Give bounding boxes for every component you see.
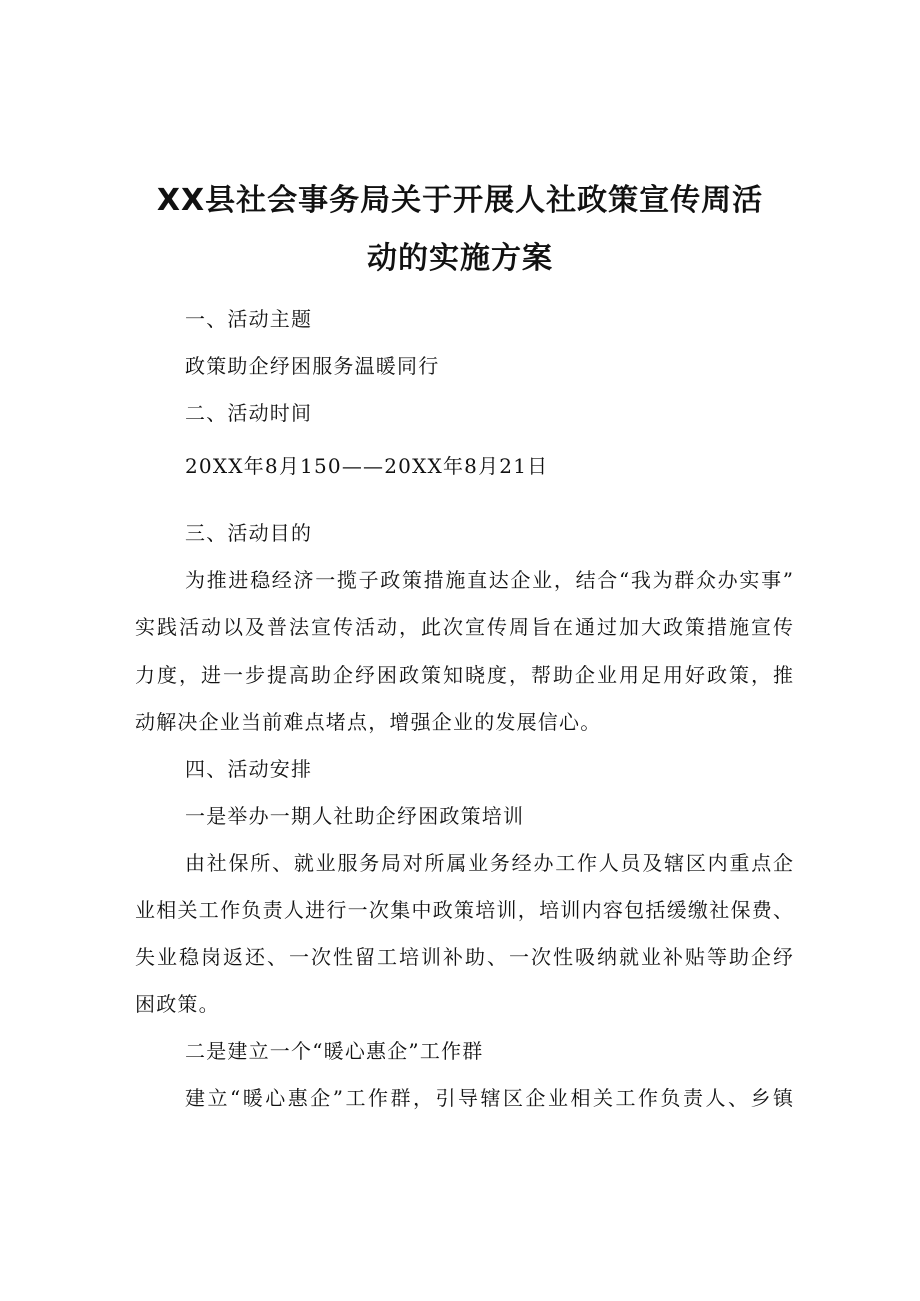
section-4-item-1-heading: 一是举办一期人社助企纾困政策培训 — [185, 804, 525, 828]
section-4-item-2-heading: 二是建立一个“暖心惠企”工作群 — [185, 1039, 484, 1063]
section-3-paragraph-line: 实践活动以及普法宣传活动，此次宣传周旨在通过加大政策措施宣传 — [135, 615, 793, 639]
section-3-heading: 三、活动目的 — [185, 521, 313, 545]
document-title-line-1: XX县社会事务局关于开展人社政策宣传周活 — [156, 183, 764, 218]
section-3-paragraph-line: 动解决企业当前难点堵点，增强企业的发展信心。 — [135, 710, 602, 734]
section-4-item-1-paragraph-line: 业相关工作负责人进行一次集中政策培训，培训内容包括缓缴社保费、 — [135, 898, 793, 922]
section-4-item-1-paragraph-line: 失业稳岗返还、一次性留工培训补助、一次性吸纳就业补贴等助企纾 — [135, 945, 793, 969]
section-1-text: 政策助企纾困服务温暖同行 — [185, 354, 440, 378]
section-3-paragraph-line: 力度，进一步提高助企纾困政策知晓度，帮助企业用足用好政策，推 — [135, 663, 793, 687]
section-4-item-1-paragraph-line: 由社保所、就业服务局对所属业务经办工作人员及辖区内重点企 — [185, 851, 793, 875]
section-4-item-2-paragraph-line: 建立“暖心惠企”工作群，引导辖区企业相关工作负责人、乡镇 — [185, 1086, 793, 1110]
section-4-item-1-paragraph-line: 困政策。 — [135, 992, 220, 1016]
document-title-line-2: 动的实施方案 — [367, 241, 553, 276]
section-3-paragraph-line: 为推进稳经济一揽子政策措施直达企业，结合“我为群众办实事” — [185, 568, 793, 592]
section-2-text: 20XX年8月150——20XX年8月21日 — [185, 454, 549, 478]
section-1-heading: 一、活动主题 — [185, 307, 313, 331]
section-2-heading: 二、活动时间 — [185, 401, 313, 425]
section-4-heading: 四、活动安排 — [185, 757, 313, 781]
